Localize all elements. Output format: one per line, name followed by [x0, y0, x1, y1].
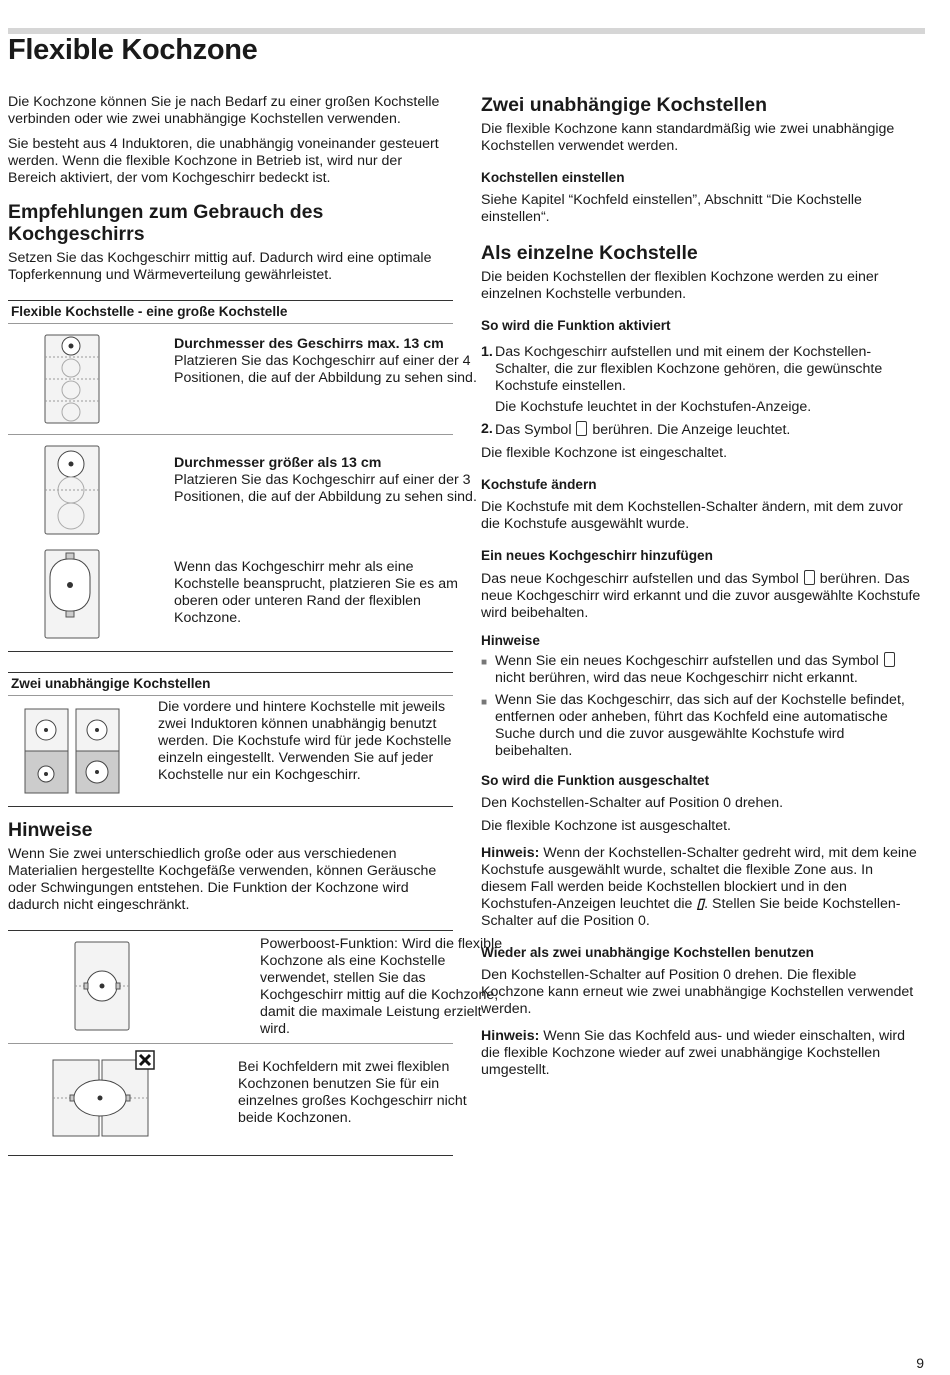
notes-heading: Hinweise [8, 819, 93, 841]
set-zones-heading: Kochstellen einstellen [481, 170, 625, 185]
change-level-text: Die Kochstufe mit dem Kochstellen-Schalter ändern, mit dem zuvor die Kochstufe ausgewählt wurde. [481, 499, 903, 532]
square-bullet-icon: ■ [481, 697, 488, 708]
step-1: 1. Das Kochgeschirr aufstellen und mit einem der Kochstellen-Schalter, die zur flexiblen Kochzone gehören, die gewünschte Kochstufe einstellen. Die Kochstufe leuchtet in der Kochstufen-Anzeige. [481, 344, 921, 416]
box1-row2-text: Platzieren Sie das Kochgeschirr auf einer der 3 Positionen, die auf der Abbildung zu sehen sind. [174, 472, 477, 505]
reuse-note: Hinweis: Wenn Sie das Kochfeld aus- und wieder einschalten, wird die flexible Kochzone wieder auf zwei unabhängige Kochstellen umgestellt. [481, 1028, 906, 1078]
box1-row-3 [8, 545, 458, 645]
hint-item: ■ Wenn Sie das Kochgeschirr, das sich auf der Kochstelle befindet, entfernen oder anheben, führt das Kochfeld eine automatische Suche durch und die zuvor ausgewählte Kochstufe wird beibehalten. [481, 692, 905, 759]
activate-steps [481, 344, 921, 439]
left-column [8, 94, 503, 1156]
intro-paragraph-2: Sie besteht aus 4 Induktoren, die unabhängig voneinander gesteuert werden. Wenn die flexible Kochzone in Betrieb ist, wird nur der Bereich aktiviert, der vom Kochgeschirr bedeckt ist. [8, 136, 439, 186]
two-zones-illustration [8, 696, 156, 806]
deactivate-text-2: Die flexible Kochzone ist ausgeschaltet. [481, 818, 731, 834]
notes-text: Wenn Sie zwei unterschiedlich große oder aus verschiedenen Materialien hergestellte Kochgefäße verwenden, können Geräusche oder Schwingungen entstehen. Die Funktion der Kochzone wird dadurch nicht eingeschränkt. [8, 846, 437, 913]
box2-text: Die vordere und hintere Kochstelle mit jeweils zwei Induktoren können unabhängig benutzt werden. Die Kochstufe wird für jede Kochstelle einzeln eingestellt. Verwenden Sie auf jeder Kochstelle nur ein Kochgeschirr. [158, 699, 452, 783]
step-1-text: Das Kochgeschirr aufstellen und mit einem der Kochstellen-Schalter, die zur flexiblen Kochzone gehören, die gewünschte Kochstufe einstellen. [495, 344, 883, 394]
reuse-heading: Wieder als zwei unabhängige Kochstellen benutzen [481, 945, 814, 960]
box1-heading: Flexible Kochstelle - eine große Kochstelle [8, 300, 453, 324]
powerboost-illustration [8, 931, 260, 1043]
box3-row-1 [8, 931, 503, 1043]
flex-zone-symbol-icon [576, 421, 587, 436]
change-level-heading: Kochstufe ändern [481, 477, 597, 492]
flex-zone-symbol-icon [804, 570, 815, 585]
box3-row-2 [8, 1044, 467, 1149]
right-column [481, 94, 921, 1087]
cooktop-large-pot-illustration [8, 545, 172, 645]
page-title: Flexible Kochzone [8, 34, 258, 66]
box1-row1-bold: Durchmesser des Geschirrs max. 13 cm [174, 336, 444, 352]
reuse-text: Den Kochstellen-Schalter auf Position 0 drehen. Die flexible Kochzone kann erneut wie zwei unabhängige Kochstellen verwendet werden. [481, 967, 914, 1017]
box1-row1-text: Platzieren Sie das Kochgeschirr auf einer der 4 Positionen, die auf der Abbildung zu sehen sind. [174, 353, 477, 386]
deactivate-note: Hinweis: Wenn der Kochstellen-Schalter gedreht wird, mit dem keine Kochstufe ausgewählt wurde, schaltet die flexible Zone aus. In diesem Fall werden beide Kochstellen blockiert und in den Kochstufen-Anzeigen leuchtet die ▯. Stellen Sie beide Kochstellen-Schalter auf die Position 0. [481, 845, 917, 929]
page-number: 9 [916, 1355, 924, 1371]
display-symbol-icon: ▯ [696, 896, 705, 912]
box1-row-2 [8, 435, 477, 545]
intro-paragraph-1: Die Kochzone können Sie je nach Bedarf zu einer großen Kochstelle verbinden oder wie zwei unabhängige Kochstellen verwenden. [8, 94, 440, 127]
divider [8, 651, 453, 652]
section-two-zones-text: Die flexible Kochzone kann standardmäßig wie zwei unabhängige Kochstellen verwendet werden. [481, 121, 895, 154]
square-bullet-icon: ■ [481, 657, 488, 668]
divider [8, 806, 453, 807]
divider [8, 1155, 453, 1156]
activated-text: Die flexible Kochzone ist eingeschaltet. [481, 445, 728, 461]
step-2: 2. Das Symbol berühren. Die Anzeige leuchtet. [481, 421, 791, 438]
box2-heading: Zwei unabhängige Kochstellen [8, 672, 453, 696]
box1-row2-bold: Durchmesser größer als 13 cm [174, 455, 382, 471]
box3-row1-text: Powerboost-Funktion: Wird die flexible Kochzone als eine Kochstelle verwendet, stellen Sie das Kochgeschirr mittig auf die Kochzone, damit die maximale Leistung erzielt wird. [260, 936, 503, 1037]
recommend-text: Setzen Sie das Kochgeschirr mittig auf. Dadurch wird eine optimale Topferkennung und Wärmeverteilung gewährleistet. [8, 250, 432, 283]
hints-list [481, 652, 921, 760]
add-cookware-heading: Ein neues Kochgeschirr hinzufügen [481, 548, 713, 563]
section-two-zones-heading: Zwei unabhängige Kochstellen [481, 94, 768, 116]
box2-row [8, 696, 453, 806]
deactivate-text-1: Den Kochstellen-Schalter auf Position 0 drehen. [481, 795, 784, 811]
single-zone-text: Die beiden Kochstellen der flexiblen Kochzone werden zu einer einzelnen Kochstelle verbunden. [481, 269, 879, 302]
cooktop-4-positions-illustration [8, 324, 172, 434]
recommend-heading: Empfehlungen zum Gebrauch des Kochgeschirrs [8, 201, 324, 245]
activate-heading: So wird die Funktion aktiviert [481, 318, 671, 333]
add-cookware-text: Das neue Kochgeschirr aufstellen und das Symbol berühren. Das neue Kochgeschirr wird erkannt und die zuvor ausgewählte Kochstufe wird beibehalten. [481, 571, 921, 621]
step-1-extra: Die Kochstufe leuchtet in der Kochstufen-Anzeige. [495, 399, 812, 415]
box1-row3-text: Wenn das Kochgeschirr mehr als eine Kochstelle beansprucht, platzieren Sie es am oberen oder unteren Rand der flexiblen Kochzone. [174, 559, 458, 626]
cooktop-3-positions-illustration [8, 435, 172, 545]
flex-zone-symbol-icon [884, 652, 895, 667]
box3-row2-text: Bei Kochfeldern mit zwei flexiblen Kochzonen benutzen Sie für ein einzelnes großes Kochgeschirr nicht beide Kochzonen. [238, 1059, 467, 1126]
single-zone-heading: Als einzelne Kochstelle [481, 242, 698, 264]
box1-row-1 [8, 324, 477, 434]
deactivate-heading: So wird die Funktion ausgeschaltet [481, 773, 710, 788]
two-flex-zones-illustration [8, 1044, 238, 1149]
hint-item: ■ Wenn Sie ein neues Kochgeschirr aufstellen und das Symbol nicht berühren, wird das neue Kochgeschirr nicht erkannt. [481, 652, 921, 687]
hints-heading: Hinweise [481, 633, 540, 648]
set-zones-text: Siehe Kapitel “Kochfeld einstellen”, Abschnitt “Die Kochstelle einstellen“. [481, 192, 862, 225]
